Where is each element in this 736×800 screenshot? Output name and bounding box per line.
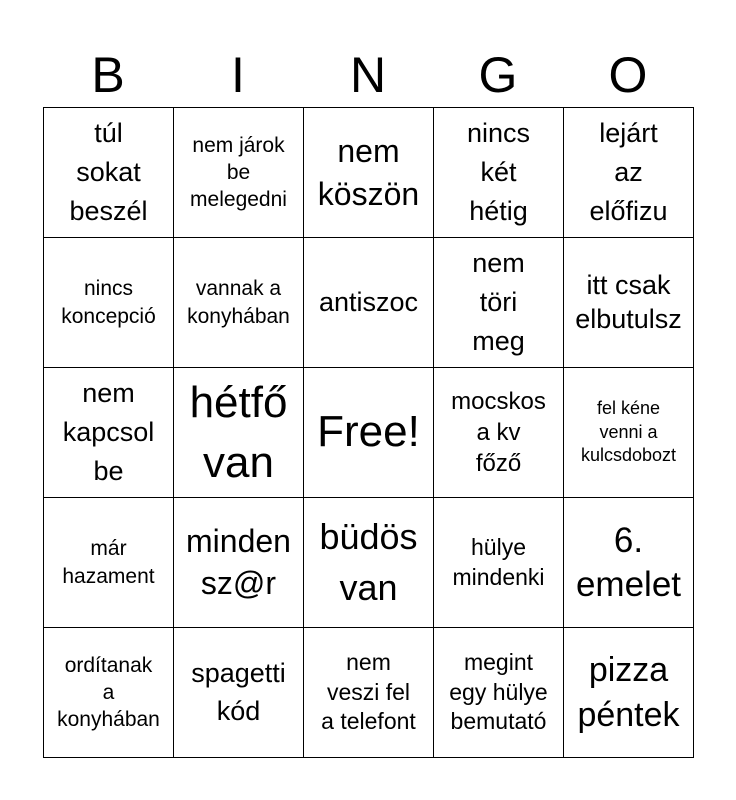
- cell-text: itt csak elbutulsz: [575, 269, 682, 334]
- cell-text: 6. emelet: [575, 520, 682, 604]
- bingo-cell[interactable]: [564, 108, 694, 238]
- bingo-cell[interactable]: [434, 628, 564, 758]
- header-letter-n: N: [349, 47, 387, 103]
- cell-text: nincs két hétig: [466, 117, 531, 227]
- cell-text: fel kéne venni a kulcsdobozt: [580, 398, 677, 466]
- bingo-cell[interactable]: [174, 108, 304, 238]
- free-space-text: Free!: [317, 407, 420, 457]
- cell-text: hülye mindenki: [452, 533, 545, 590]
- bingo-cell[interactable]: [564, 238, 694, 368]
- cell-text: nem járok be melegedni: [190, 133, 287, 212]
- cell-text: túl sokat beszél: [69, 117, 148, 227]
- bingo-cell[interactable]: [174, 498, 304, 628]
- bingo-cell[interactable]: [44, 108, 174, 238]
- cell-text: már hazament: [62, 537, 155, 588]
- bingo-cell[interactable]: [434, 108, 564, 238]
- cell-text: vannak a konyhában: [187, 277, 290, 328]
- bingo-cell[interactable]: [44, 498, 174, 628]
- cell-text: ordítanak a konyhában: [57, 653, 160, 732]
- header-letter-o: O: [608, 47, 648, 103]
- bingo-cell[interactable]: [174, 628, 304, 758]
- cell-text: mocskos a kv főző: [451, 387, 546, 478]
- header-letter-i: I: [231, 47, 245, 103]
- cell-text: antiszoc: [318, 286, 419, 317]
- cell-text: megint egy hülye bemutató: [449, 648, 548, 735]
- bingo-cell[interactable]: [44, 368, 174, 498]
- bingo-cell[interactable]: [304, 108, 434, 238]
- free-space-cell[interactable]: [304, 368, 434, 498]
- bingo-cell[interactable]: [174, 238, 304, 368]
- cell-text: minden sz@r: [186, 522, 291, 601]
- bingo-cell[interactable]: [44, 238, 174, 368]
- cell-text: nem köszön: [317, 133, 420, 212]
- cell-text: nincs koncepció: [61, 277, 156, 328]
- cell-text: pizza péntek: [577, 650, 680, 734]
- bingo-cell[interactable]: [434, 238, 564, 368]
- cell-text: büdös van: [319, 516, 418, 608]
- cell-text: nem kapcsol be: [62, 377, 155, 487]
- bingo-cell[interactable]: [304, 238, 434, 368]
- bingo-cell[interactable]: [564, 498, 694, 628]
- bingo-header: [43, 44, 693, 106]
- bingo-cell[interactable]: [44, 628, 174, 758]
- cell-text: hétfő van: [189, 378, 288, 487]
- bingo-cell[interactable]: [434, 498, 564, 628]
- bingo-cell[interactable]: [434, 368, 564, 498]
- header-letter-b: B: [91, 47, 125, 103]
- bingo-cell[interactable]: [174, 368, 304, 498]
- cell-text: nem veszi fel a telefont: [321, 648, 416, 735]
- bingo-cell[interactable]: [304, 628, 434, 758]
- bingo-cell[interactable]: [564, 628, 694, 758]
- cell-text: spagetti kód: [191, 657, 286, 726]
- bingo-cell[interactable]: [304, 498, 434, 628]
- header-letter-g: G: [478, 47, 518, 103]
- bingo-board: [43, 107, 694, 758]
- cell-text: lejárt az előfizu: [589, 117, 668, 227]
- bingo-cell[interactable]: [564, 368, 694, 498]
- cell-text: nem töri meg: [472, 247, 525, 357]
